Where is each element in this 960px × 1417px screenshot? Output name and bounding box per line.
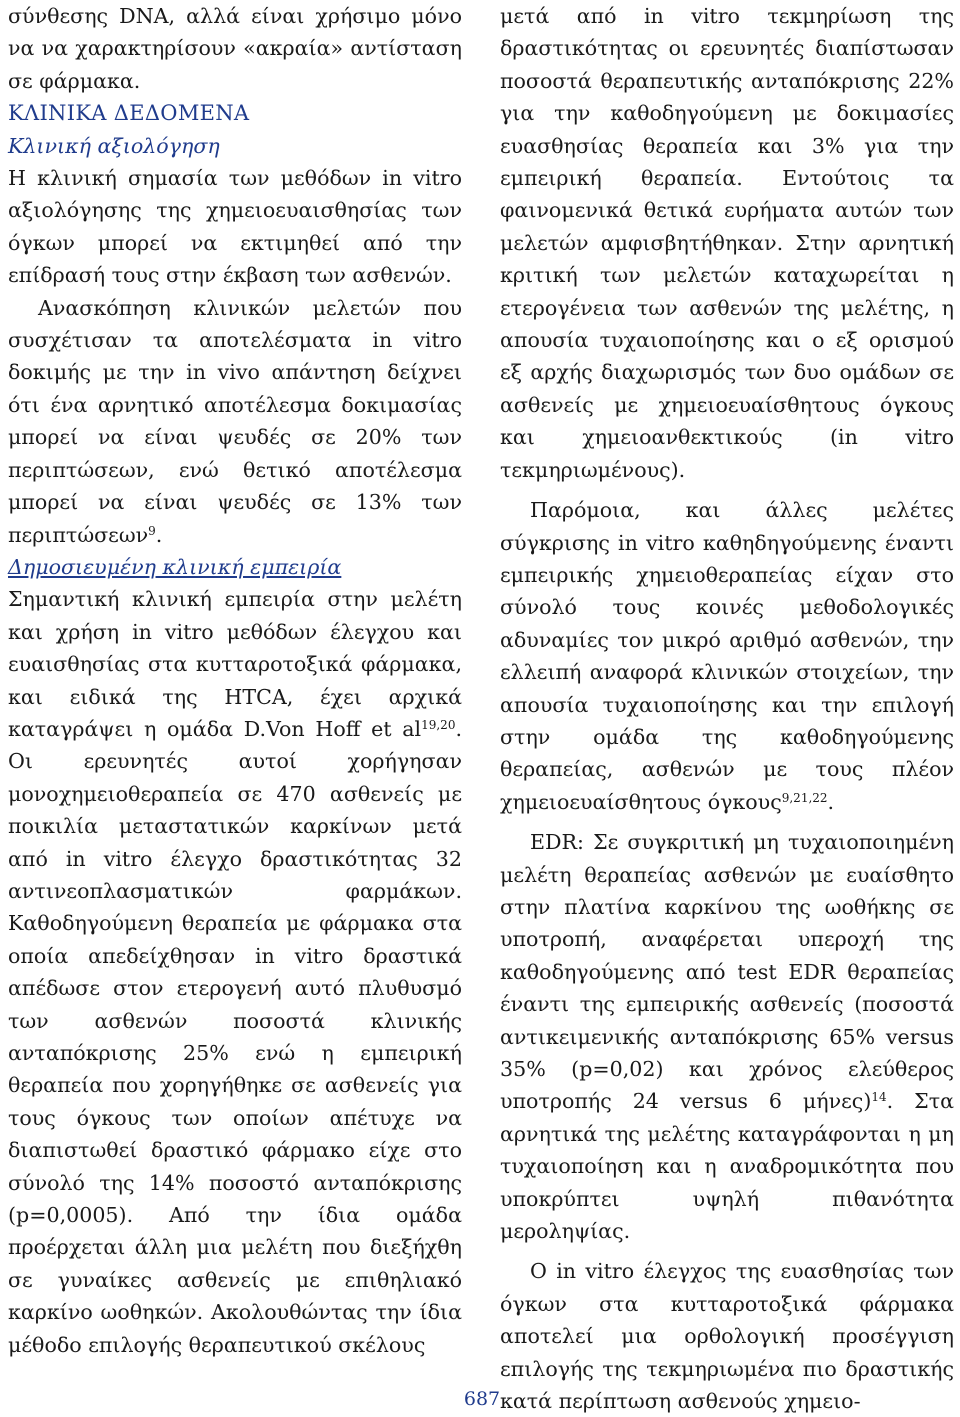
paragraph-in-vitro-control: Ο in vitro έλεγχος της ευασθησίας των όγκων στα κυτταροτοξικά φάρμακα αποτελεί μια ορθολογική προσέγγιση επιλογής της τεκμηριωμένα πιο δραστικής κατά περίπτωση ασθενούς χημειο- bbox=[500, 1259, 954, 1414]
reference-superscript: 9,21,22 bbox=[781, 790, 828, 805]
paragraph-text: EDR: Σε συγκριτική μη τυχαιοποιημένη μελέτη θεραπείας ασθενών με ευαίσθητο στην πλατίνα καρκίνου της ωοθήκης σε υποτροπή, αναφέρεται υπεροχή της καθοδηγούμενης από test EDR θεραπείας έναντι της εμπειρικής ασθενείς (ποσοστά αντικειμενικής ανταπόκρισης 65% versus 35% (p=0,02) και χρόνος ελεύθερος υποτροπής 24 versus 6 μήνες) bbox=[500, 830, 954, 1114]
paragraph-von-hoff bbox=[8, 583, 462, 1361]
reference-superscript: 9 bbox=[148, 523, 156, 538]
paragraph-text-continued: . Στα αρνητικά της μελέτης καταγράφονται η μη τυχαιοποίηση και η αναδρομικότητα που υποκρύπτει υψηλή πιθανότητα μεροληψίας. bbox=[500, 1089, 955, 1244]
paragraph-text: Ανασκόπηση κλινικών μελετών που συσχέτισαν τα αποτελέσματα in vitro δοκιμής με την in vivo απάντηση δείχνει ότι ένα αρνητικό αποτέλεσμα δοκιμασίας μπορεί να είναι ψευδές σε 20% των περιπτώσεων, ενώ θετικό αποτέλεσμα μπορεί να είναι ψευδές σε 13% των περιπτώσεων bbox=[8, 295, 462, 547]
paragraph-other-studies bbox=[500, 494, 954, 818]
left-column bbox=[8, 0, 462, 1361]
paragraph-clinical-significance: Η κλινική σημασία των μεθόδων in vitro αξιολόγησης της χημειοευαισθησίας των όγκων μπορεί να εκτιμηθεί από την επίδρασή τους στην έκβαση των ασθενών. bbox=[8, 166, 462, 288]
subheading-text: Δημοσιευμένη κλινική εμπειρία bbox=[8, 554, 342, 579]
subheading-clinical-evaluation: Κλινική αξιολόγηση bbox=[8, 133, 220, 158]
intro-paragraph-end: σύνθεσης DNA, αλλά είναι χρήσιμο μόνο να να χαρακτηρίσουν «ακραία» αντίσταση σε φάρμακα. bbox=[8, 4, 462, 93]
paragraph-review-clinical-studies bbox=[8, 292, 462, 551]
subheading-published-experience bbox=[8, 551, 462, 583]
page-number: 687 bbox=[463, 1388, 501, 1410]
reference-superscript: 14 bbox=[871, 1090, 887, 1105]
right-column bbox=[500, 0, 954, 1417]
paragraph-edr bbox=[500, 826, 954, 1247]
paragraph-text: Παρόμοια, και άλλες μελέτες σύγκρισης in vitro καθηδηγούμενης έναντι εμπειρικής χημειοθεραπείας είχαν στο σύνολό τους κοινές μεθοδολογικές αδυναμίες τον μικρό αριθμό ασθενών, την ελλειπή αναφορά κλινικών στοιχείων, την απουσία τυχαιοποίησης και την επιλογή στην ομάδα της καθοδηγούμενης θεραπείας, ασθενών με τους πλέον χημειοευαίσθητους όγκους bbox=[500, 498, 954, 814]
reference-superscript: 19,20 bbox=[421, 717, 456, 732]
paragraph-text: Σημαντική κλινική εμπειρία στην μελέτη και χρήση in vitro μεθόδων έλεγχου και ευαισθησίας στα κυτταροτοξικά φάρμακα, και ειδικά της HTCA, έχει αρχικά καταγράψει η ομάδα D.Von Hoff et al bbox=[8, 587, 462, 741]
section-heading-clinical-data: ΚΛΙΝΙΚΑ ΔΕΔΟΜΕΝΑ bbox=[8, 101, 250, 126]
paragraph-text-end: . bbox=[155, 522, 163, 547]
paragraph-continuation: μετά από in vitro τεκμηρίωση της δραστικότητας οι ερευνητές διαπίστωσαν ποσοστά θεραπευτικής ανταπόκρισης 22% για την καθοδηγούμενη με δοκιμασίες ευασθησίας θεραπεία και 3% για την εμπειρική θεραπεία. Εντούτοις τα φαινομενικά θετικά ευρήματα αυτών των μελετών αμφισβητήθηκαν. Στην αρνητική κριτική των μελετών καταχωρείται η ετερογένεια των ασθενών της μελέτης, η απουσία τυχαιοποίησης και ο εξ ορισμού εξ αρχής διαχωρισμός των δυο ομάδων σε ασθενείς με χημειοευαίσθητους όγκους και χημειοανθεκτικούς (in vitro τεκμηριωμένους). bbox=[500, 4, 954, 482]
paragraph-text-end: . bbox=[827, 789, 835, 814]
paragraph-text-continued: . Οι ερευνητές αυτοί χορήγησαν μονοχημειοθεραπεία σε 470 ασθενείς με ποικιλία μεταστατικών καρκίνων μετά από in vitro έλεγχο δραστικότητας 32 αντινεοπλασματικών φαρμάκων. Καθοδηγούμενη θεραπεία με φάρμακα στα οποία απεδείχθησαν in vitro δραστικά απέδωσε στον ετερογενή αυτό πλυθυσμό των ασθενών ποσοστά κλινικής ανταπόκρισης 25% ενώ η εμπειρική θεραπεία που χορηγήθηκε σε ασθενείς για τους όγκους των οποίων απέτυχε να διαπιστωθεί δραστικό φάρμακο είχε στο σύνολό της 14% ποσοστό ανταπόκρισης (p=0,0005). Από την ίδια ομάδα προέρχεται άλλη μια μελέτη που διεξήχθη σε γυναίκες ασθενείς με επιθηλιακό καρκίνο ωοθηκών. Ακολουθώντας την ίδια μέθοδο επιλογής θεραπευτικού σκέλους bbox=[8, 716, 462, 1357]
